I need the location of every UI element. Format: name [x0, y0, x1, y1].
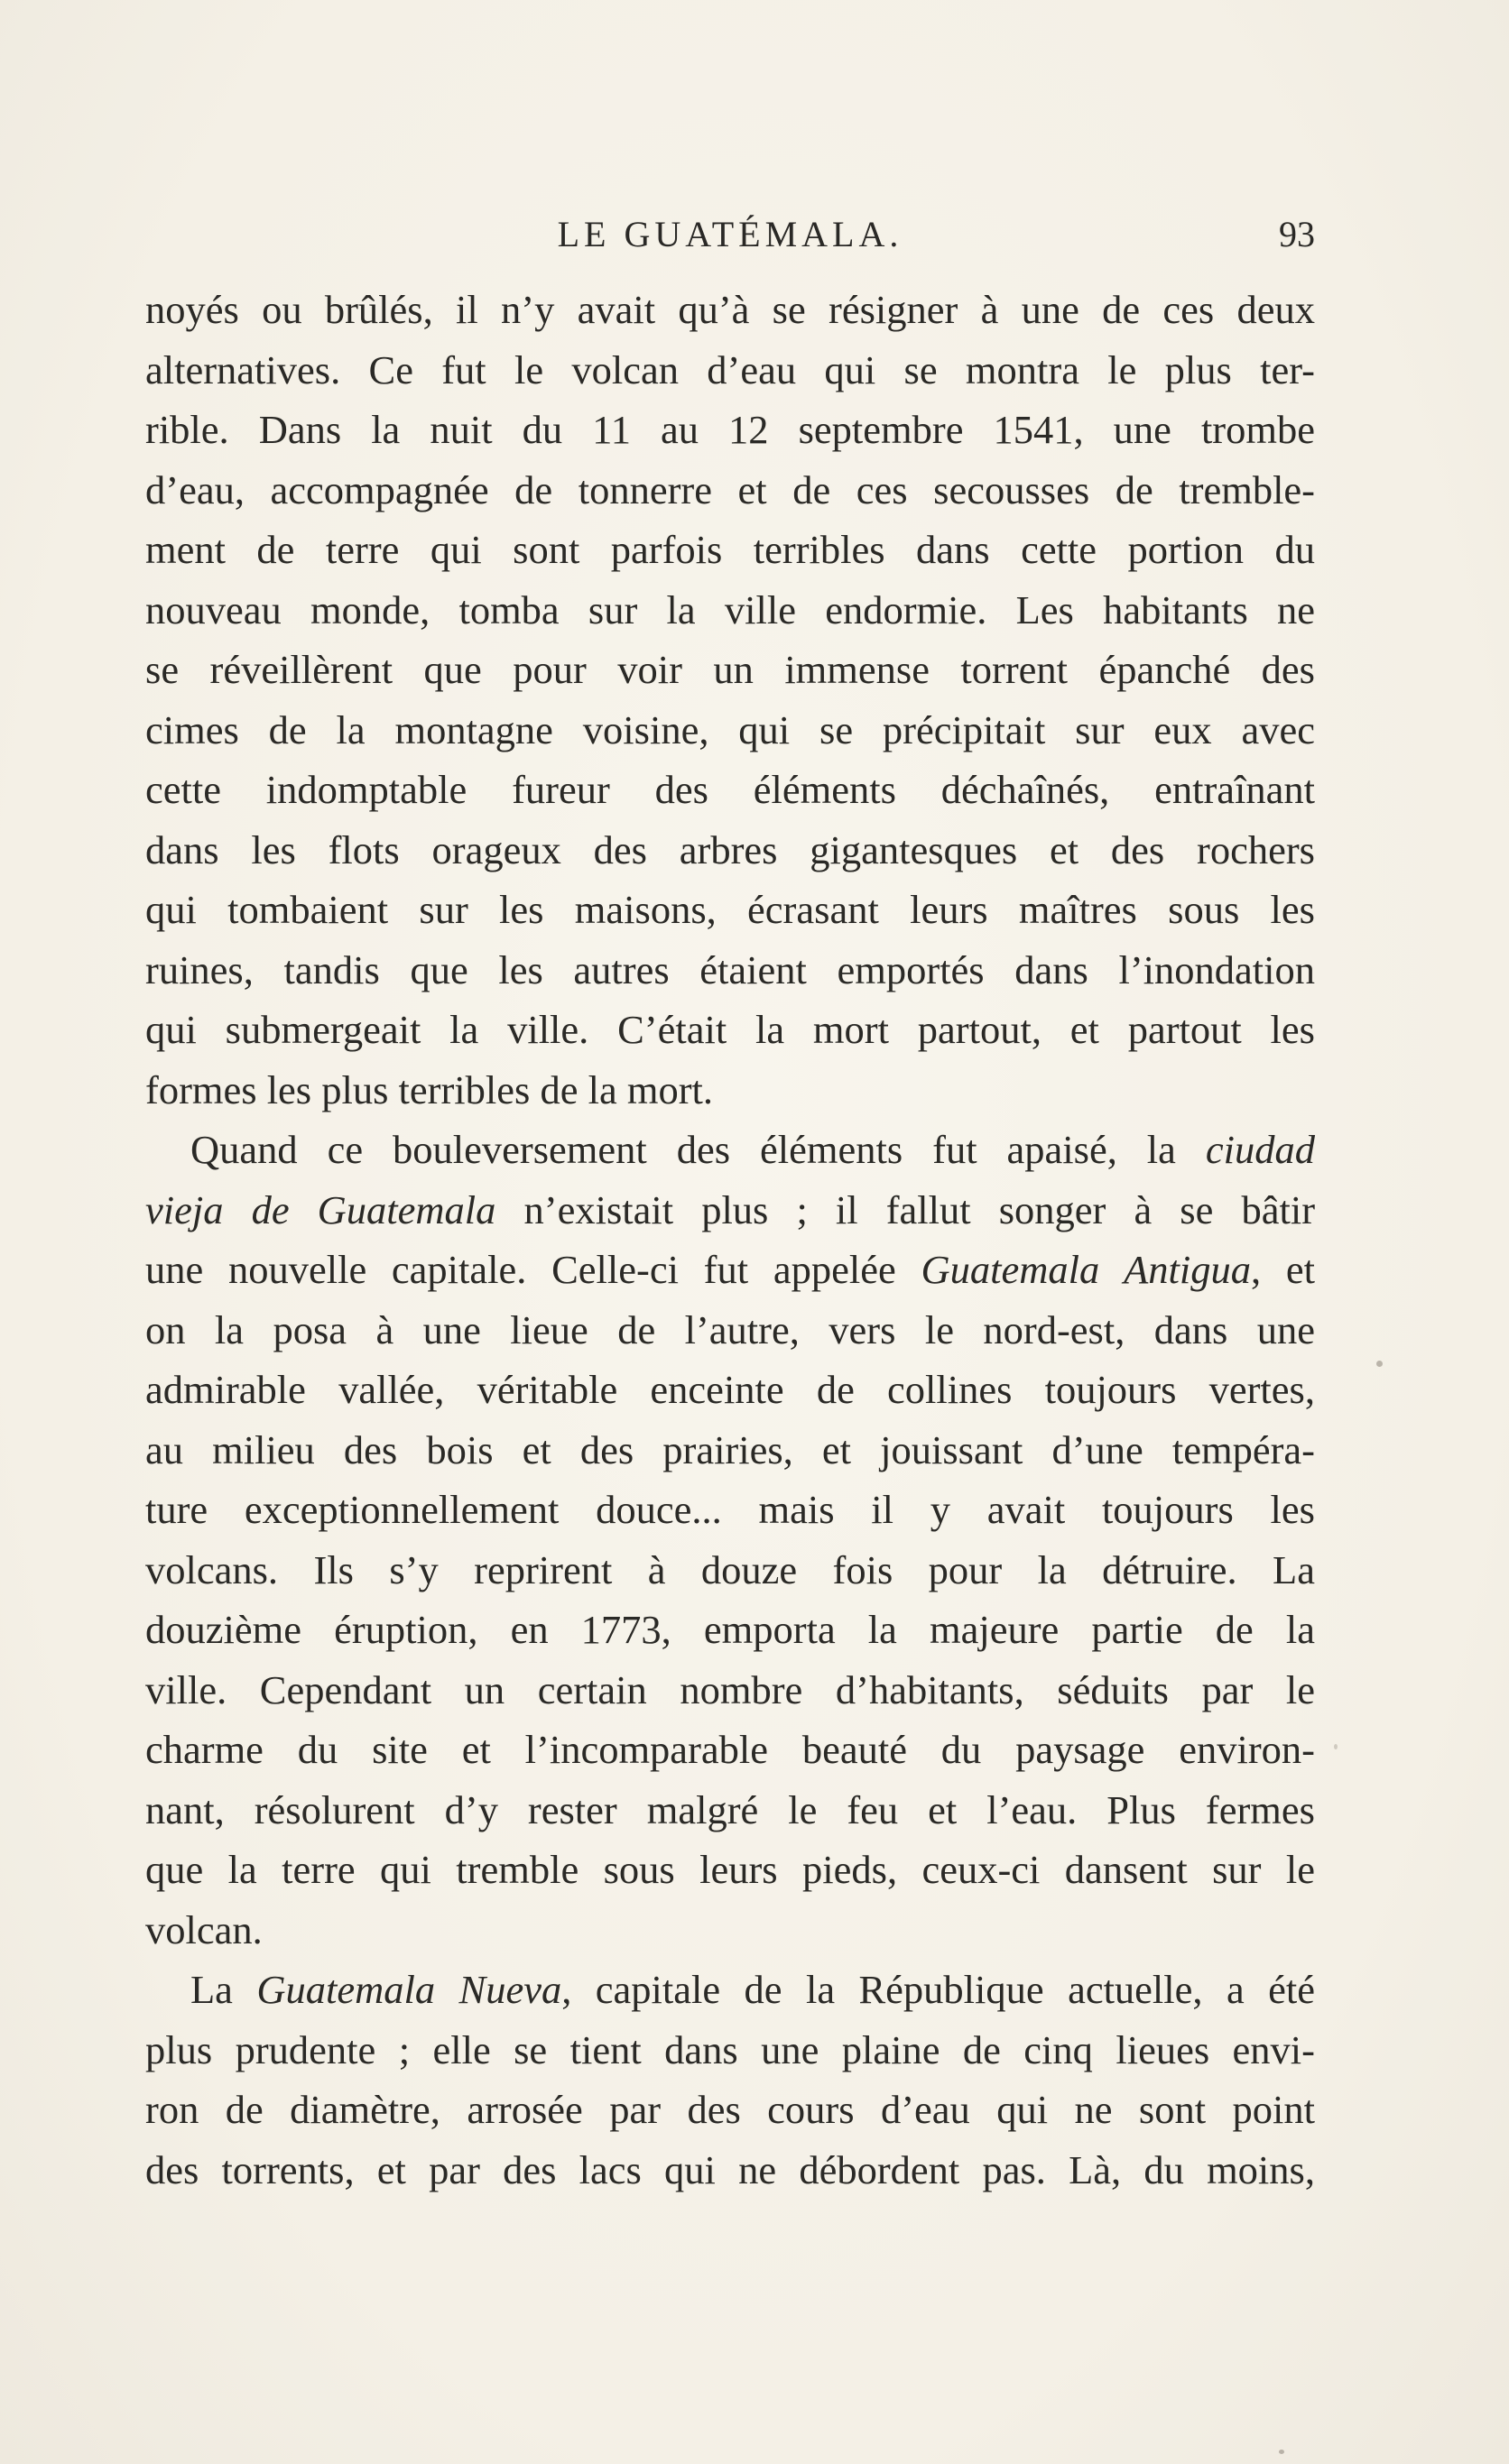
text-span: Quand ce bouleversement des éléments fut apaisé, la [190, 1127, 1206, 1172]
paper-speck [1279, 2450, 1284, 2454]
text-line [145, 1240, 1315, 1300]
text-line: dans les flots orageux des arbres gigantesques et des rochers [145, 826, 1315, 872]
text-line: noyés ou brûlés, il n’y avait qu’à se résigner à une de ces deux [145, 287, 1315, 332]
text-line: volcan. [145, 1906, 263, 1952]
italic-term: Guatemala Nueva [256, 1967, 562, 2012]
paragraph-3 [145, 1960, 1315, 2200]
text-span: La [190, 1967, 257, 2012]
text-line [145, 1120, 1315, 1180]
paper-speck [1376, 1361, 1383, 1367]
paper-speck [1334, 1744, 1338, 1749]
text-line: cimes de la montagne voisine, qui se précipitait sur eux avec [145, 706, 1315, 752]
text-line: ture exceptionnellement douce... mais il y avait toujours les [145, 1487, 1315, 1532]
text-line: qui tombaient sur les maisons, écrasant leurs maîtres sous les [145, 887, 1315, 932]
text-line: nant, résolurent d’y rester malgré le feu et l’eau. Plus fermes [145, 1786, 1315, 1832]
text-line: se réveillèrent que pour voir un immense torrent épanché des [145, 647, 1315, 692]
text-line: volcans. Ils s’y reprirent à douze fois pour la détruire. La [145, 1546, 1315, 1592]
text-line: rible. Dans la nuit du 11 au 12 septembre 1541, une trombe [145, 407, 1315, 452]
text-line: cette indomptable fureur des éléments déchaînés, entraînant [145, 767, 1315, 812]
text-line: ruines, tandis que les autres étaient emportés dans l’inondation [145, 946, 1315, 992]
text-span: une nouvelle capitale. Celle-ci fut appelée [145, 1247, 921, 1292]
text-line [145, 1180, 1315, 1241]
text-span: n’existait plus ; il fallut songer à se bâtir [495, 1186, 1316, 1232]
italic-term: vieja de Guatemala [145, 1186, 496, 1232]
text-line: que la terre qui tremble sous leurs pieds, ceux-ci dansent sur le [145, 1847, 1315, 1892]
text-line [145, 1960, 1315, 2020]
text-line: ville. Cependant un certain nombre d’habitants, séduits par le [145, 1666, 1315, 1712]
running-title: LE GUATÉMALA. [557, 214, 903, 254]
text-line: alternatives. Ce fut le volcan d’eau qui se montra le plus ter- [145, 346, 1315, 392]
text-line: charme du site et l’incomparable beauté du paysage environ- [145, 1727, 1315, 1772]
page-number: 93 [1279, 214, 1315, 254]
text-line: ron de diamètre, arrosée par des cours d’eau qui ne sont point [145, 2087, 1315, 2132]
text-line: d’eau, accompagnée de tonnerre et de ces secousses de tremble- [145, 466, 1315, 512]
text-line: douzième éruption, en 1773, emporta la majeure partie de la [145, 1607, 1315, 1652]
body-text [145, 280, 1315, 2200]
text-line: ment de terre qui sont parfois terribles dans cette portion du [145, 527, 1315, 572]
paragraph-2 [145, 1120, 1315, 1960]
text-line: plus prudente ; elle se tient dans une plaine de cinq lieues envi- [145, 2026, 1315, 2072]
text-line: qui submergeait la ville. C’était la mort partout, et partout les [145, 1007, 1315, 1052]
text-span: , capitale de la République actuelle, a été [561, 1967, 1315, 2012]
italic-term: ciudad [1205, 1127, 1315, 1172]
text-line: formes les plus terribles de la mort. [145, 1066, 714, 1112]
page-header [145, 211, 1315, 265]
text-line: des torrents, et par des lacs qui ne débordent pas. Là, du moins, [145, 2146, 1315, 2192]
paragraph-1 [145, 280, 1315, 1120]
text-line: au milieu des bois et des prairies, et jouissant d’une tempéra- [145, 1426, 1315, 1472]
text-line: on la posa à une lieue de l’autre, vers le nord-est, dans une [145, 1306, 1315, 1352]
text-span: , et [1251, 1247, 1315, 1292]
text-line: admirable vallée, véritable enceinte de collines toujours vertes, [145, 1367, 1315, 1412]
italic-term: Guatemala Antigua [921, 1247, 1252, 1292]
text-line: nouveau monde, tomba sur la ville endormie. Les habitants ne [145, 586, 1315, 632]
